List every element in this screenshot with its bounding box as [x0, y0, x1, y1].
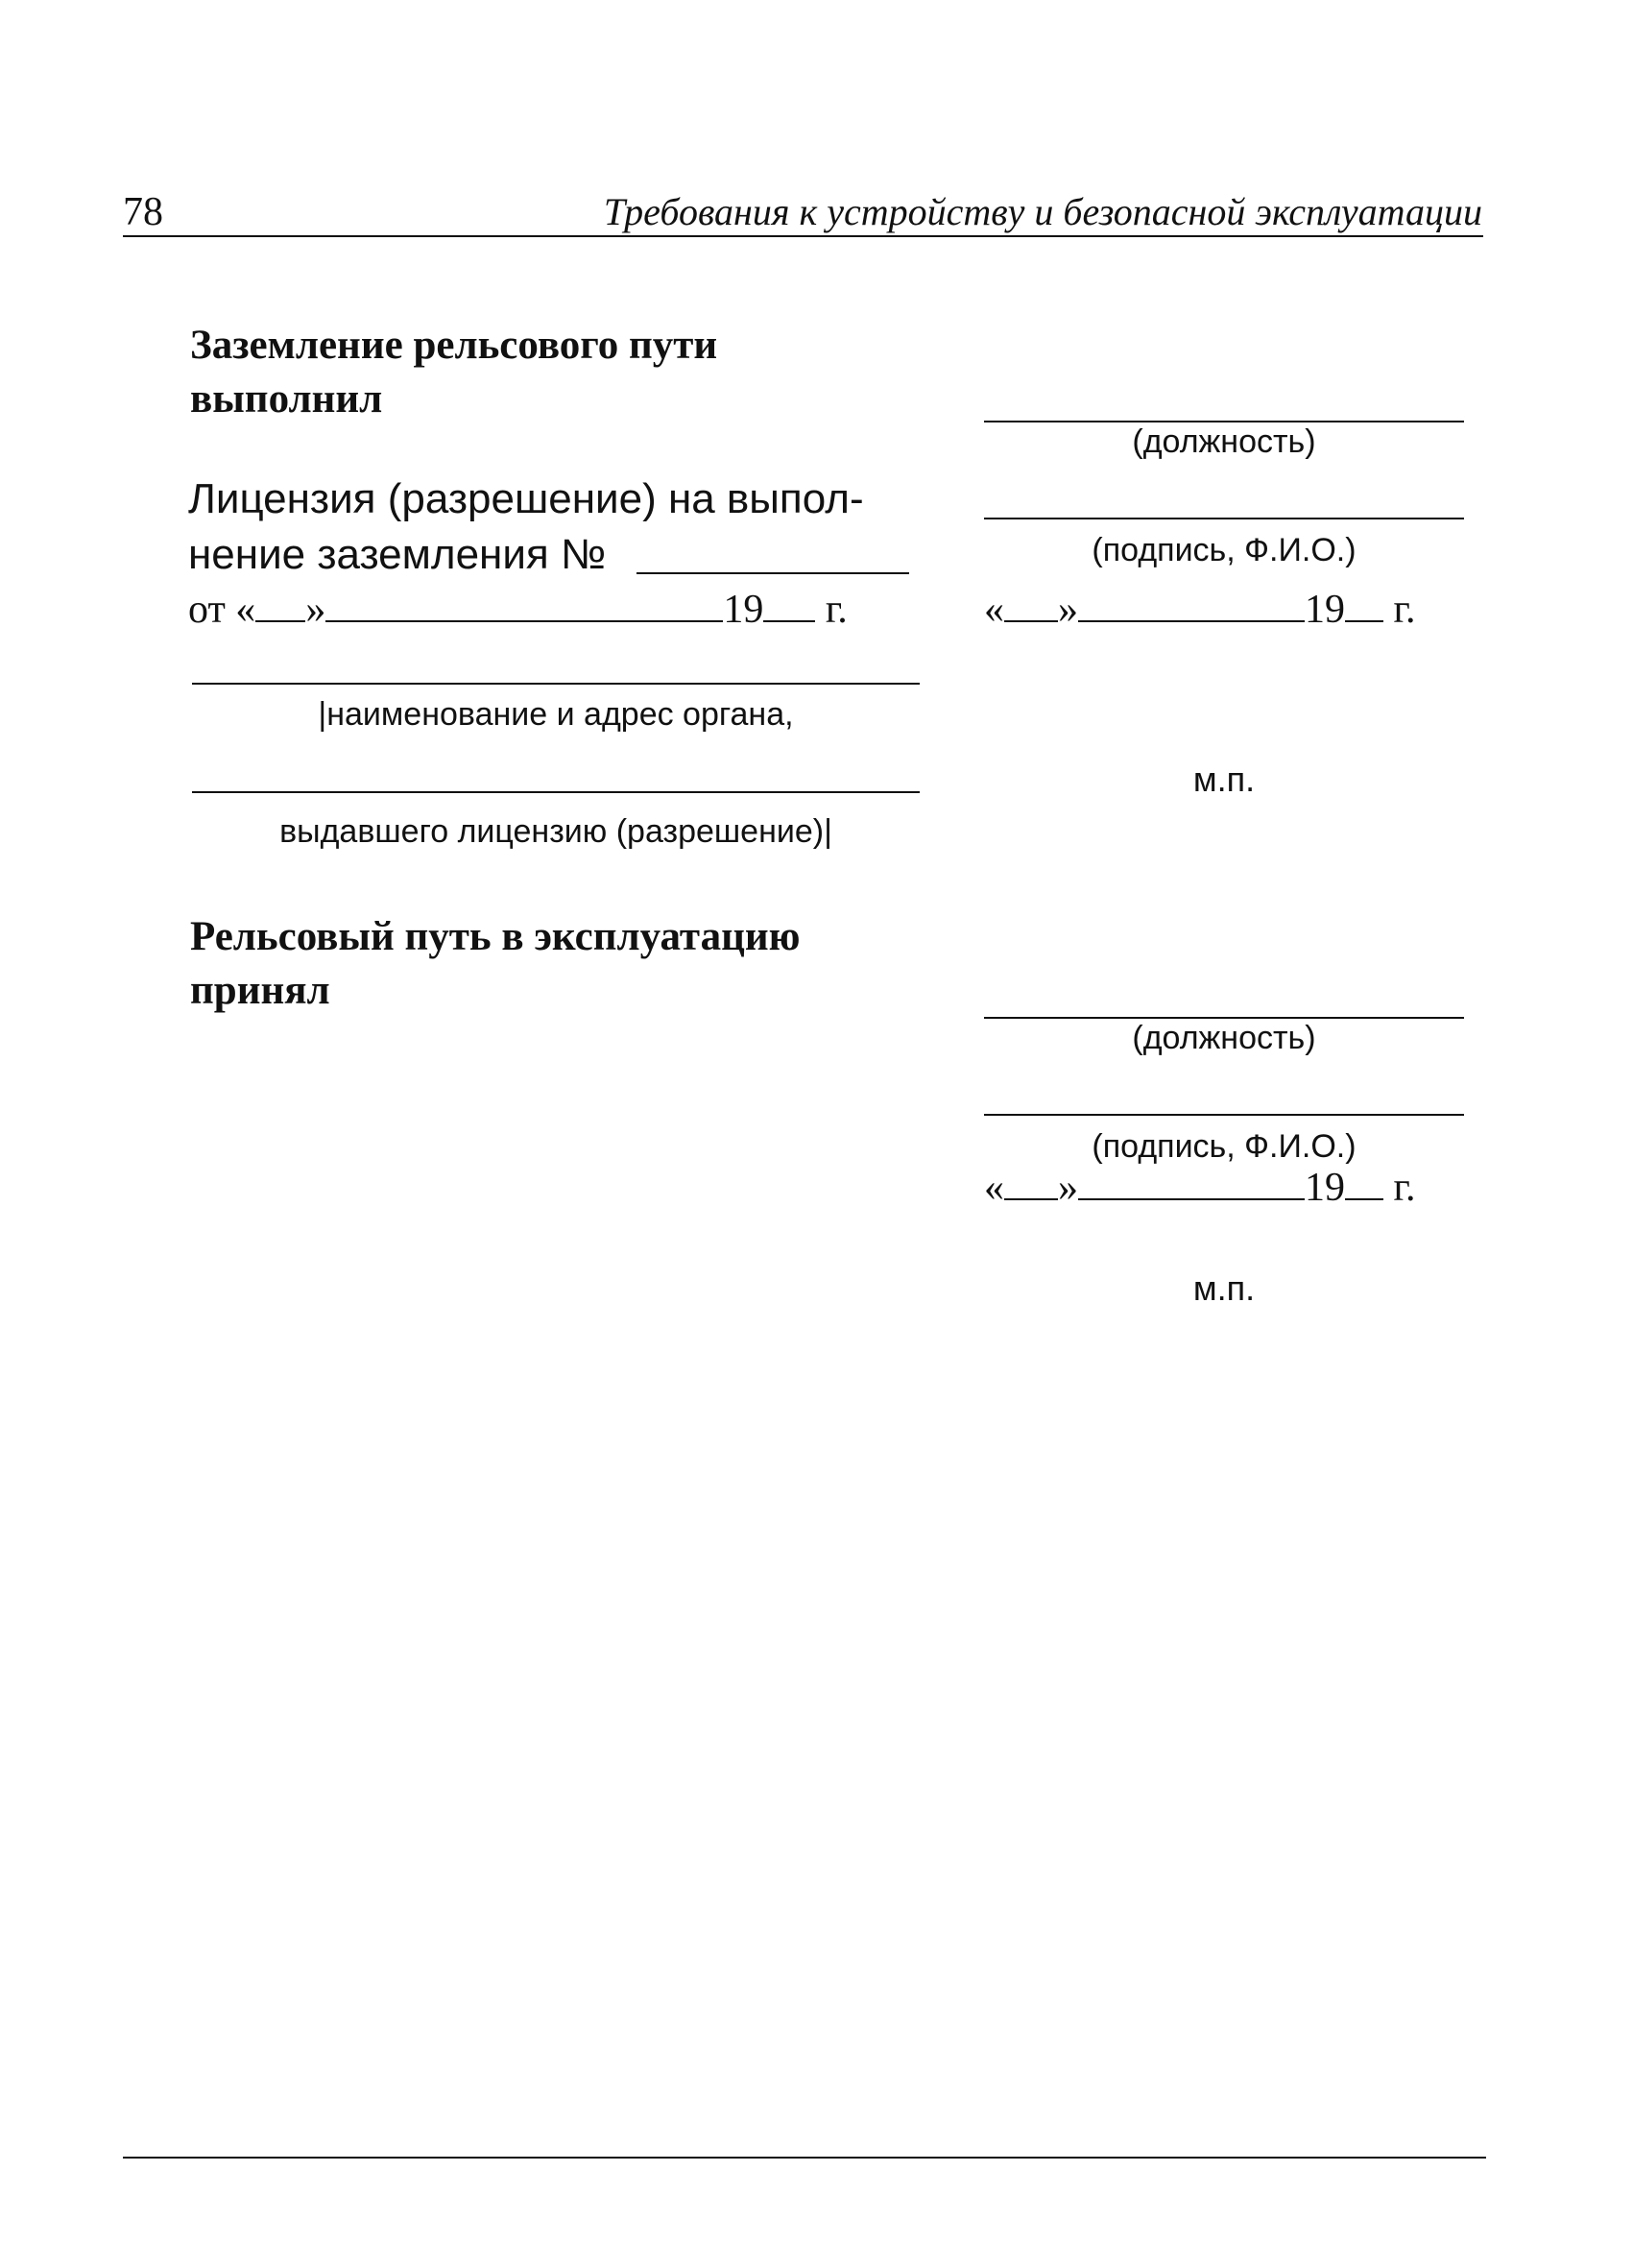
acceptor-quote-open: « — [984, 1166, 1004, 1210]
acceptor-position-caption: (должность) — [1132, 1020, 1316, 1056]
performer-year-field[interactable] — [1345, 588, 1383, 622]
acceptance-heading-line2: принял — [190, 968, 330, 1013]
performer-quote-open: « — [984, 588, 1004, 632]
license-year-prefix: 19 — [723, 588, 764, 632]
acceptor-signature-field[interactable] — [984, 1114, 1464, 1116]
license-quote-close: » — [305, 588, 326, 632]
acceptor-date-line — [984, 1164, 1416, 1212]
license-year-suffix: г. — [815, 588, 848, 632]
license-text-line1: Лицензия (разрешение) на выпол- — [188, 475, 864, 522]
license-text-line2: нение заземления № — [188, 531, 607, 578]
performer-date-line — [984, 586, 1416, 634]
header-rule — [123, 235, 1483, 237]
page-number: 78 — [123, 190, 163, 234]
performer-year-prefix: 19 — [1305, 588, 1345, 632]
acceptance-heading-line1: Рельсовый путь в эксплуатацию — [190, 914, 801, 959]
acceptor-stamp-mark: м.п. — [1192, 1268, 1256, 1308]
authority-issued-caption: выдавшего лицензию (разрешение)| — [279, 813, 832, 850]
performer-month-field[interactable] — [1078, 588, 1305, 622]
acceptor-year-prefix: 19 — [1305, 1166, 1345, 1210]
performer-signature-field[interactable] — [984, 518, 1464, 519]
acceptor-quote-close: » — [1058, 1166, 1078, 1210]
acceptor-year-suffix: г. — [1383, 1166, 1416, 1210]
performer-quote-close: » — [1058, 588, 1078, 632]
license-date-prefix: от « — [188, 588, 256, 632]
grounding-heading-line1: Заземление рельсового пути — [190, 323, 718, 368]
license-date-line — [188, 586, 848, 634]
running-title: Требования к устройству и безопасной эксплуатации — [603, 190, 1482, 233]
acceptor-year-field[interactable] — [1345, 1166, 1383, 1200]
performer-stamp-mark: м.п. — [1192, 760, 1256, 799]
license-month-field[interactable] — [325, 588, 723, 622]
authority-address-field[interactable] — [192, 791, 920, 793]
performer-position-caption: (должность) — [1132, 423, 1316, 460]
authority-name-caption: |наименование и адрес органа, — [318, 696, 794, 733]
acceptor-month-field[interactable] — [1078, 1166, 1305, 1200]
license-year-field[interactable] — [763, 588, 815, 622]
authority-name-field[interactable] — [192, 683, 920, 685]
acceptor-day-field[interactable] — [1004, 1166, 1058, 1200]
footer-rule — [123, 2157, 1486, 2159]
performer-year-suffix: г. — [1383, 588, 1416, 632]
performer-signature-caption: (подпись, Ф.И.О.) — [1092, 532, 1357, 568]
acceptor-signature-caption: (подпись, Ф.И.О.) — [1092, 1128, 1357, 1165]
license-number-field[interactable] — [636, 572, 909, 574]
license-day-field[interactable] — [255, 588, 305, 622]
grounding-heading-line2: выполнил — [190, 376, 383, 422]
performer-day-field[interactable] — [1004, 588, 1058, 622]
